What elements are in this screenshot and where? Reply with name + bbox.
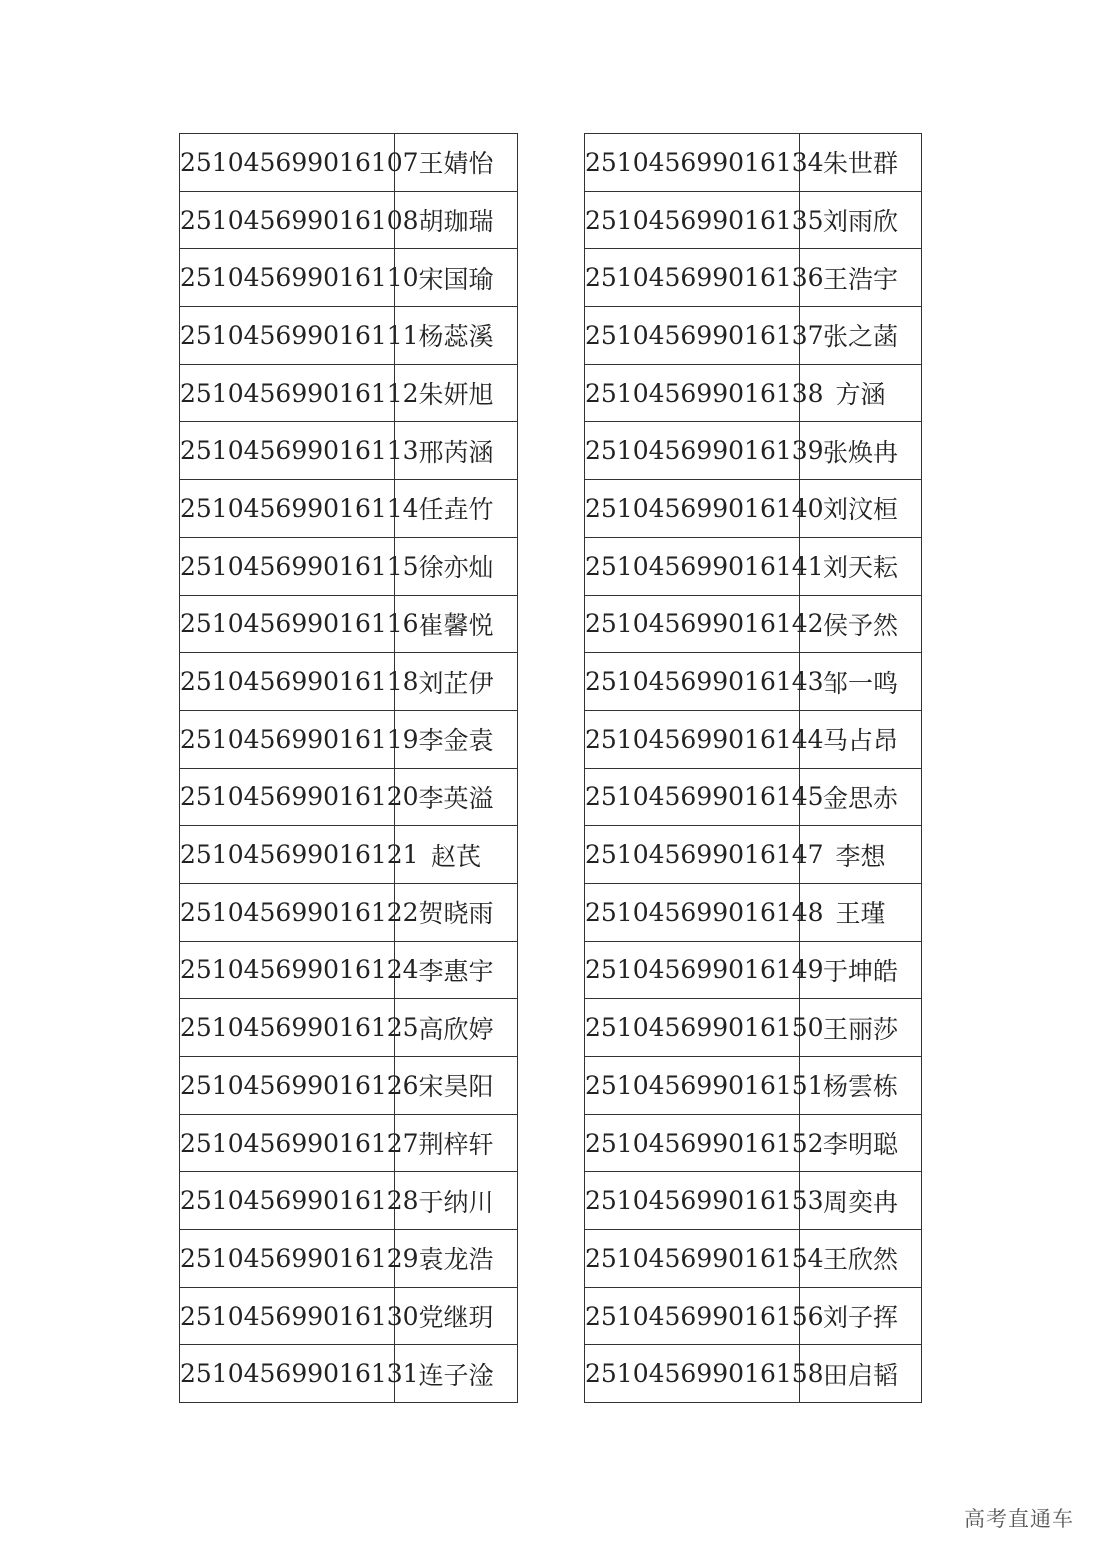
table-row [180,1057,518,1115]
exam-id-cell: 251045699016148 [585,883,800,941]
student-name-cell: 李英溢 [395,768,518,826]
student-name-cell: 李惠宇 [395,941,518,999]
table-row [585,1172,922,1230]
table-row [180,1287,518,1345]
student-name-cell: 王婧怡 [395,134,518,192]
student-name-cell: 王瑾 [800,883,922,941]
student-name-cell: 崔馨悦 [395,595,518,653]
table-row [180,710,518,768]
table-row [180,826,518,884]
exam-id-cell: 251045699016134 [585,134,800,192]
exam-id-cell: 251045699016145 [585,768,800,826]
exam-id-cell: 251045699016111 [180,307,395,365]
student-name-cell: 李明聪 [800,1114,922,1172]
exam-id-cell: 251045699016124 [180,941,395,999]
exam-id-cell: 251045699016149 [585,941,800,999]
table-row [180,1172,518,1230]
table-row [180,249,518,307]
student-name-cell: 连子淦 [395,1345,518,1403]
table-row [585,1057,922,1115]
exam-id-cell: 251045699016128 [180,1172,395,1230]
table-row [585,595,922,653]
table-row [585,1345,922,1403]
table-row [585,249,922,307]
exam-id-cell: 251045699016156 [585,1287,800,1345]
student-name-cell: 李想 [800,826,922,884]
student-name-cell: 宋昊阳 [395,1057,518,1115]
exam-id-cell: 251045699016110 [180,249,395,307]
table-row [180,134,518,192]
student-name-cell: 王丽莎 [800,999,922,1057]
student-name-cell: 邢芮涵 [395,422,518,480]
table-row [180,1345,518,1403]
student-name-cell: 刘雨欣 [800,191,922,249]
student-name-cell: 刘芷伊 [395,653,518,711]
table-row [180,191,518,249]
student-name-cell: 刘天耘 [800,537,922,595]
student-name-cell: 任垚竹 [395,480,518,538]
table-row [585,1287,922,1345]
table-row [585,134,922,192]
student-name-cell: 杨雲栋 [800,1057,922,1115]
table-row [585,653,922,711]
student-name-cell: 刘汶桓 [800,480,922,538]
exam-id-cell: 251045699016142 [585,595,800,653]
student-name-cell: 荆梓轩 [395,1114,518,1172]
table-row [180,768,518,826]
table-row [180,307,518,365]
student-table-right [584,133,922,1403]
student-name-cell: 朱妍旭 [395,364,518,422]
exam-id-cell: 251045699016120 [180,768,395,826]
student-name-cell: 胡珈瑞 [395,191,518,249]
student-table-left [179,133,518,1403]
exam-id-cell: 251045699016107 [180,134,395,192]
student-name-cell: 于纳川 [395,1172,518,1230]
table-row [585,364,922,422]
table-row [180,422,518,480]
student-name-cell: 王欣然 [800,1230,922,1288]
exam-id-cell: 251045699016141 [585,537,800,595]
exam-id-cell: 251045699016154 [585,1230,800,1288]
exam-id-cell: 251045699016150 [585,999,800,1057]
student-name-cell: 贺晓雨 [395,883,518,941]
student-name-cell: 侯予然 [800,595,922,653]
table-row [585,422,922,480]
student-name-cell: 于坤皓 [800,941,922,999]
exam-id-cell: 251045699016122 [180,883,395,941]
table-row [180,364,518,422]
exam-id-cell: 251045699016114 [180,480,395,538]
student-name-cell: 李金袁 [395,710,518,768]
table-row [180,1230,518,1288]
exam-id-cell: 251045699016135 [585,191,800,249]
table-row [585,537,922,595]
student-name-cell: 金思赤 [800,768,922,826]
exam-id-cell: 251045699016108 [180,191,395,249]
exam-id-cell: 251045699016147 [585,826,800,884]
exam-id-cell: 251045699016158 [585,1345,800,1403]
student-name-cell: 高欣婷 [395,999,518,1057]
exam-id-cell: 251045699016136 [585,249,800,307]
table-row [585,883,922,941]
watermark-text: 高考直通车 [964,1507,1074,1531]
exam-id-cell: 251045699016115 [180,537,395,595]
table-row [585,1114,922,1172]
exam-id-cell: 251045699016125 [180,999,395,1057]
student-name-cell: 杨蕊溪 [395,307,518,365]
table-row [180,883,518,941]
table-row [180,999,518,1057]
student-name-cell: 田启韬 [800,1345,922,1403]
student-name-cell: 方涵 [800,364,922,422]
table-row [585,1230,922,1288]
table-row [180,537,518,595]
student-name-cell: 邹一鸣 [800,653,922,711]
exam-id-cell: 251045699016129 [180,1230,395,1288]
exam-id-cell: 251045699016151 [585,1057,800,1115]
student-table-right-body [585,134,922,1403]
exam-id-cell: 251045699016131 [180,1345,395,1403]
exam-id-cell: 251045699016118 [180,653,395,711]
exam-id-cell: 251045699016112 [180,364,395,422]
exam-id-cell: 251045699016130 [180,1287,395,1345]
table-row [585,768,922,826]
table-row [585,710,922,768]
table-row [180,595,518,653]
student-table-left-body [180,134,518,1403]
student-name-cell: 徐亦灿 [395,537,518,595]
table-row [180,653,518,711]
exam-id-cell: 251045699016126 [180,1057,395,1115]
exam-id-cell: 251045699016121 [180,826,395,884]
exam-id-cell: 251045699016143 [585,653,800,711]
exam-id-cell: 251045699016138 [585,364,800,422]
table-row [180,480,518,538]
student-name-cell: 王浩宇 [800,249,922,307]
student-name-cell: 赵芪 [395,826,518,884]
student-name-cell: 张焕冉 [800,422,922,480]
exam-id-cell: 251045699016140 [585,480,800,538]
student-name-cell: 朱世群 [800,134,922,192]
exam-id-cell: 251045699016139 [585,422,800,480]
exam-id-cell: 251045699016116 [180,595,395,653]
table-row [585,999,922,1057]
student-name-cell: 刘子挥 [800,1287,922,1345]
table-row [585,480,922,538]
student-name-cell: 宋国瑜 [395,249,518,307]
table-row [585,307,922,365]
student-name-cell: 党继玥 [395,1287,518,1345]
student-name-cell: 张之菡 [800,307,922,365]
table-row [180,941,518,999]
exam-id-cell: 251045699016153 [585,1172,800,1230]
student-name-cell: 袁龙浩 [395,1230,518,1288]
exam-id-cell: 251045699016152 [585,1114,800,1172]
exam-id-cell: 251045699016144 [585,710,800,768]
student-name-cell: 马占昂 [800,710,922,768]
exam-id-cell: 251045699016119 [180,710,395,768]
table-row [585,191,922,249]
table-row [585,941,922,999]
table-row [180,1114,518,1172]
exam-id-cell: 251045699016113 [180,422,395,480]
table-row [585,826,922,884]
exam-id-cell: 251045699016137 [585,307,800,365]
exam-id-cell: 251045699016127 [180,1114,395,1172]
student-name-cell: 周奕冉 [800,1172,922,1230]
